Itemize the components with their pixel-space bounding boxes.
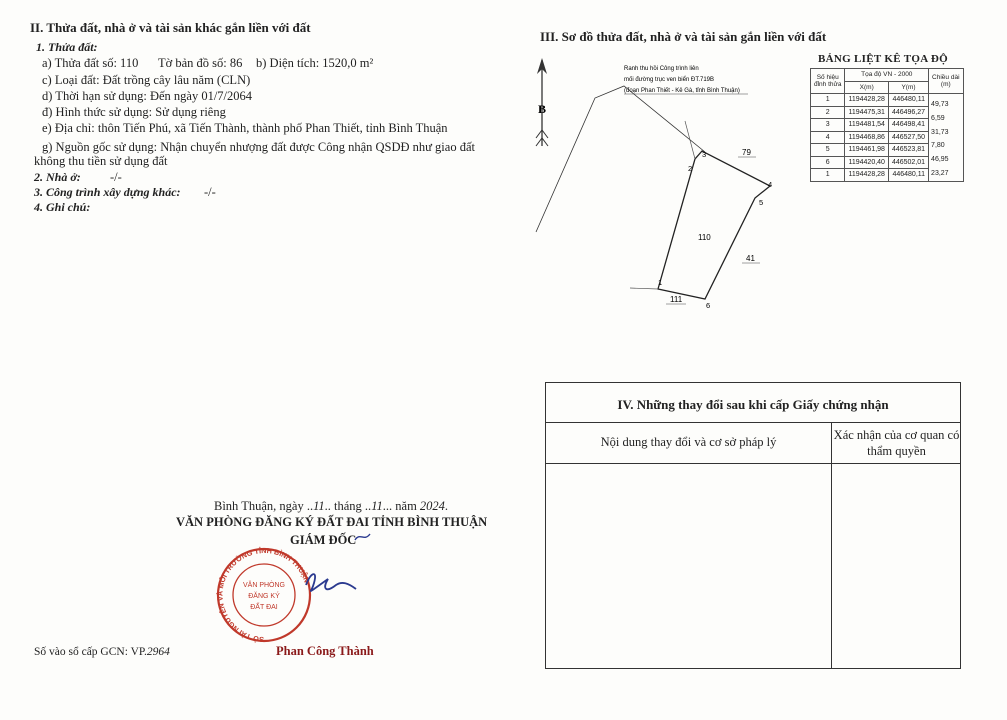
neighbor-label-111: 111 [670,295,683,304]
changes-header-divider [546,463,960,464]
entry-number: 2964 [146,646,170,658]
neighbor-line-north [685,121,695,159]
usage-form: đ) Hình thức sử dụng: Sử dụng riêng [42,105,226,119]
vertex-2: 2 [688,164,693,173]
lengths-column [929,94,963,182]
header-vertex: Số hiệu đỉnh thửa [811,69,845,94]
length-value: 49,73 [931,101,949,108]
table-row: 1 1194428,28 446480,11 49,73 6,59 31,73 7,80 46,95 23,27 [811,94,964,107]
vertex-3: 3 [702,150,707,159]
seal-center-line-3: ĐẤT ĐAI [250,604,278,611]
construction-value: -/- [204,185,216,199]
issuing-office: VĂN PHÒNG ĐĂNG KÝ ĐẤT ĐAI TỈNH BÌNH THUẬN [176,515,488,529]
date-day: 11 [313,499,325,513]
neighbor-label-79: 79 [742,148,751,157]
table-row: 3 1194481,54 446498,41 [811,119,964,132]
north-letter: B [538,102,547,116]
changes-title: IV. Những thay đổi sau khi cấp Giấy chứng nhận [546,383,960,423]
office-seal [214,545,384,645]
house-value: -/- [110,170,122,184]
map-sheet-number: Tờ bản đồ số: 86 [158,56,243,70]
issue-date [214,499,448,514]
entry-label: Số vào sổ cấp GCN: VP. [34,646,147,658]
boundary-note-1: Ranh thu hồi Công trình liên [624,66,699,72]
changes-column-divider [831,423,832,668]
vertex-4: 4 [768,180,773,189]
origin-line-2: không thu tiền sử dụng đất [34,154,168,168]
certificate-entry-number [34,646,170,658]
table-row: 2 1194475,31 446496,27 [811,106,964,119]
changes-content-header: Nội dung thay đổi và cơ sở pháp lý [600,435,777,449]
parcel-diagram [520,56,810,316]
date-month: 11 [371,499,383,513]
house-label: 2. Nhà ở: [34,170,81,184]
length-value: 6,59 [931,114,945,122]
length-value: 46,95 [931,156,949,164]
table-row: 4 1194468,86 446527,50 [811,131,964,144]
land-type: c) Loại đất: Đất trồng cây lâu năm (CLN) [42,73,251,87]
seal-center-line-1: VĂN PHÒNG [242,582,286,589]
signer-name: Phan Công Thành [276,644,374,658]
parcel-address: e) Địa chỉ: thôn Tiến Phú, xã Tiến Thành, thành phố Phan Thiết, tỉnh Bình Thuận [42,121,448,135]
date-mid-1: .. tháng .. [324,499,372,513]
seal-ring-text: SỞ TÀI NGUYÊN VÀ MÔI TRƯỜNG TỈNH BÌNH THUẬN [215,545,312,645]
parcel-area: b) Diện tích: 1520,0 m² [256,56,374,70]
length-value: 23,27 [931,169,949,177]
parcel-110-outline [658,151,773,299]
parcel-number: a) Thửa đất số: 110 [42,56,139,70]
boundary-note-3: (đoạn Phan Thiết - Kê Gà, tỉnh Bình Thuận) [624,88,740,94]
date-mid-2: ... năm [382,499,420,513]
header-x: X(m) [845,81,888,94]
usage-term: d) Thời hạn sử dụng: Đến ngày 01/7/2064 [42,89,253,103]
table-row: 6 1194420,40 446502,01 [811,156,964,169]
changes-table [545,382,961,669]
director-signature [306,574,356,591]
vertex-5: 5 [759,198,764,207]
construction-label: 3. Công trình xây dựng khác: [34,185,181,199]
changes-confirmation-header: Xác nhận của cơ quan có thẩm quyền [833,428,960,458]
seal-center-line-2: ĐĂNG KÝ [248,593,280,600]
section-ii-title: II. Thửa đất, nhà ở và tài sản khác gắn liền với đất [30,20,311,35]
director-title: GIÁM ĐỐC [290,533,357,547]
boundary-note-2: mối đường trục ven biển ĐT.719B [624,77,714,83]
initial-mark [352,528,374,546]
length-value: 31,73 [931,128,949,136]
length-value: 7,80 [931,142,945,150]
parcel-heading: 1. Thửa đất: [36,40,98,54]
table-row: 1 1194428,28 446480,11 [811,169,964,182]
coordinate-table-title: BẢNG LIỆT KÊ TỌA ĐỘ [818,53,948,65]
header-coordinates: Tọa độ VN - 2000 [845,69,929,82]
header-y: Y(m) [888,81,928,94]
date-year: 2024 [419,499,445,513]
header-length: Chiều dài (m) [929,69,963,94]
neighbor-label-41: 41 [746,254,755,263]
neighbor-line-west [630,288,658,289]
vertex-6: 6 [706,301,711,310]
table-row: 5 1194461,98 446523,81 [811,144,964,157]
coordinate-table [810,68,964,182]
vertex-1: 1 [658,278,663,287]
section-iii-title: III. Sơ đồ thửa đất, nhà ở và tài sản gắn liền với đất [540,29,827,44]
parcel-label-110: 110 [698,233,711,242]
date-suffix: . [444,499,449,513]
recovery-boundary-line [536,86,705,232]
notes-label: 4. Ghi chú: [34,200,91,214]
origin-line-1: g) Nguồn gốc sử dụng: Nhận chuyển nhượng đất được Công nhận QSDĐ như giao đất [42,140,475,154]
date-prefix: Bình Thuận, ngày .. [214,499,314,513]
